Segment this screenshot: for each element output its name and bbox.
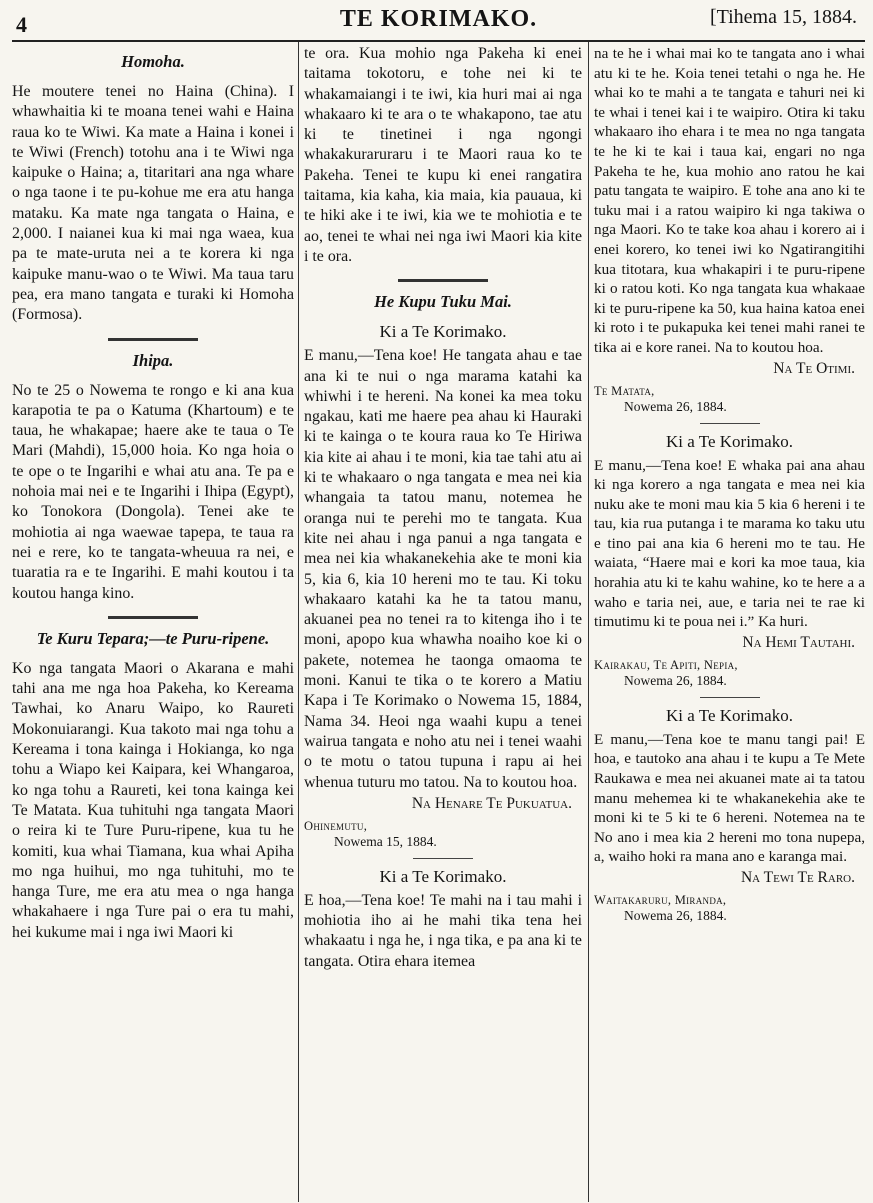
letter-salutation: Ki a Te Korimako. bbox=[379, 866, 507, 886]
letter-continuation: na te he i whai mai ko te tangata ano i whai atu ki te he. Koia tenei tetahi o nga he. He whai ko te mahi a te tangata e tahuri nei ki te whai i tenei kai i te waipiro. Otira ki taku whakaaro iho ehara i te mea no nga tangata te he ki te kai i taua kai, engari no nga Pakeha te he, kua mohio ano ratou he kai patu tangata te waipiro. E tohe ana ano ki te tuku mai i a ratou waipiro ki nga takiwa o nga Maori. Ko te take koa ahau i korero ai i enei korero, ko tenei iwi ko Ngatirangitihi kua titotara, kua whakapiri i te puru-ripene ki o ratou koti. Ko nga tangata kua whakaae ki te puru-ripene ka 50, kua haina katoa enei ki roto i te pukapuka kei tenei mahi ranei te tika ai e kore ranei. Na to koutou hoa. bbox=[594, 45, 865, 356]
column-2 bbox=[304, 44, 582, 1200]
letter-body: E manu,—Tena koe! E whaka pai ana ahau ki nga korero a nga tangata e mea nei kia nuku ake te moni mau kia 5 kia 6 hereni i te tau, kia rua putanga i te marama ko taku utu e tino pai ana kia 6 hereni mo te tau. He waiata, “Haere mai e kori ka moe taua, kia horahia atu ki te kahu wahine, ko te here a a waho e taria nei, aue, e taria nei te rae ki timutimu ki te poua nei i.” Ka huri. bbox=[594, 456, 865, 631]
letter-place: Te Matata, bbox=[594, 383, 655, 398]
letter-signature: Na Tewi Te Raro. bbox=[740, 869, 855, 886]
article-heading-homoha: Homoha. bbox=[121, 52, 185, 71]
letter-signature: Na Hemi Tautahi. bbox=[742, 633, 855, 651]
column-1 bbox=[12, 44, 294, 1200]
letter-date: Nowema 26, 1884. bbox=[624, 908, 727, 923]
article-body-homoha: He moutere tenei no Haina (China). I whawhaitia ki te moana tenei wahi e Haina raua ko te Wiwi. Ka mate a Haina i konei i te Wiwi (French) totohu ana i te Wiwi nga kaipuke o Haina; a, titaritari ana nga whare o nga taone i te pu-kohue me era atu hanga mataku. Ka mate nga tangata o Haina, e 2,000. I naianei kua ki mai nga waea, kua pa te mate-uruta nei a te korera ki nga kaipuke manu-wao o te Wiwi. Ma taua taru pea, era mano tangata e turaki ki Homoha (Formosa). bbox=[12, 83, 294, 324]
letter-place: Ohinemutu, bbox=[304, 818, 368, 833]
letter-salutation: Ki a Te Korimako. bbox=[666, 431, 793, 451]
letter-date: Nowema 26, 1884. bbox=[624, 672, 727, 688]
section-rule bbox=[700, 697, 760, 698]
column-divider bbox=[298, 42, 299, 1202]
article-heading-ihipa: Ihipa. bbox=[132, 350, 174, 370]
article-body-ihipa: No te 25 o Nowema te rongo e ki ana kua karapotia te pa o Katuma (Khartoum) e te taua, he whakapae; haere ake te taua o Te Mari (Mahdi), 15,000 hoia. Ko nga hoia o te ope o te Ingarihi e whai atu ana. Te pa e nohoia mai nei e te Ingarihi i Ihipa (Egypt), ko Tonokora (Dongola). Tenei ake te mohiotia ai nga waewae tapepa, te taua ra nei e rere, ko te tangata-wheuua ra nei, e tuaratia ra e te Ingarihi. E mahi koutou i ta koutou hanga kino. bbox=[12, 381, 294, 602]
letter-date: Nowema 26, 1884. bbox=[624, 398, 727, 414]
columns bbox=[12, 42, 865, 1202]
article-continuation: te ora. Kua mohio nga Pakeha ki enei taitama tokotoru, e tohe nei ki te whakamaiangi i te iwi, kia huri mai ai nga whakaaro ki te ara o te whakapono, tae atu ki te tinetinei i nga ngongi whakakuraruraru i te Maori raua ko te Pakeha. Tenei te kupu ki enei rangatira taitama, kia kaha, kia maia, kia pauaua, ki te hiki ake i te iwi, kia we te mohiotia e te ao, tenei te whai nei nga iwi Maori kia kite i te ora. bbox=[304, 45, 582, 265]
letter-place: Waitakaruru, Miranda, bbox=[594, 893, 727, 907]
article-body-kuru: Ko nga tangata Maori o Akarana e mahi tahi ana me nga hoa Pakeha, ko Kereama Tawhai, ko Anaru Waipo, ko Raureti Mokonuiarangi. Kua takoto mai nga tohu a Kereama i tona kainga i Hokianga, ko nga tohu a Wiapo kei Kaipara, kei Whangaroa, ko nga tohu a Raureti, kei tona kainga kei Te Matata. Kua tuhituhi nga tangata Maori o reira ki te Ture Puru-ripene, kua tu he komiti, kua whai Tiamana, kua whai Apiha mo nga huihui, mo nga tuhituhi, mo te hanga Ture, me era atu mea o nga hanga whakahaere i nga Ture pai o era tu mahi, hei kukume mai i nga iwi Maori ki bbox=[12, 659, 294, 941]
page-number: 4 bbox=[16, 12, 27, 37]
letter-body: E manu,—Tena koe te manu tangi pai! E hoa, e tautoko ana ahau i te kupu a Te Mete Raukawa e mea nei akuanei mate ai ta tatou manu mehemea ki te whakanekehia ake te moni ki te 5 ki te 6 hereni. Notemea na te No ano i mea kia 2 hereni mo tona nupepa, a, waiho hoki ra mana ano e karanga mai. bbox=[594, 730, 865, 866]
section-rule bbox=[398, 279, 488, 282]
section-heading-letters: He Kupu Tuku Mai. bbox=[374, 292, 512, 312]
letter-salutation: Ki a Te Korimako. bbox=[666, 705, 793, 725]
issue-date: [Tihema 15, 1884. bbox=[709, 6, 857, 28]
letter-body: E manu,—Tena koe! He tangata ahau e tae ana ki te nui o nga marama katahi ka whiwhi i te hereni. Na konei ka mea toku ngakau, kati me haere pea ahau ki Hauraki ki te kainga o te koura raua ko Te Hiriwa kia kite ai ahau i te moni, kia tae tahi atu ai ki te whakaaro o nga tangata e mea nei kia whangaia ta tatou manu, notemea he oranga nui te perehi mo te tangata. Kua kite nei ahau i nga panui a nga tangata e mea nei kia whakanekehia ake te moni kia 5, kia 6, kia 10 hereni mo te tau. Ki toku whakaaro katahi ka he ta tatou manu, akuanei pea no tenei ra to kitenga iho i te moni, apopo kua whawha noaiho koe ki o pakete, notemea he taonga omaoma te moni. Kanui te tika o te korero a Matiu Kapa i Te Korimako o Nowema 15, 1884, Nama 34. Heoi nga waahi kupu a tenei wairua tangata e noho atu nei i tenei waahi o te motu o tatou tupuna i rapu ai hei whenua tuturu mo tatou. Na to koutou hoa. bbox=[304, 347, 582, 791]
letter-signature: Na Henare Te Pukuatua. bbox=[411, 794, 572, 812]
letter-salutation: Ki a Te Korimako. bbox=[379, 322, 507, 342]
letter-body: E hoa,—Tena koe! Te mahi na i tau mahi i mohiotia iho ai he mahi tika tena hei whakaatu i nga he, i nga tika, e pa ana ki te tangata. Otira ehara itemea bbox=[304, 891, 582, 970]
section-rule bbox=[108, 616, 198, 619]
letter-signature: Na Te Otimi. bbox=[773, 359, 855, 377]
letter-place: Kairakau, Te Apiti, Nepia, bbox=[594, 657, 738, 672]
letter-date: Nowema 15, 1884. bbox=[334, 833, 437, 849]
masthead bbox=[12, 0, 865, 42]
article-heading-kuru: Te Kuru Tepara;—te Puru-ripene. bbox=[36, 628, 270, 648]
section-rule bbox=[413, 858, 473, 859]
column-3 bbox=[594, 44, 865, 1200]
section-rule bbox=[700, 423, 760, 424]
column-divider bbox=[588, 42, 589, 1202]
section-rule bbox=[108, 338, 198, 341]
newspaper-title: TE KORIMAKO. bbox=[339, 6, 538, 32]
